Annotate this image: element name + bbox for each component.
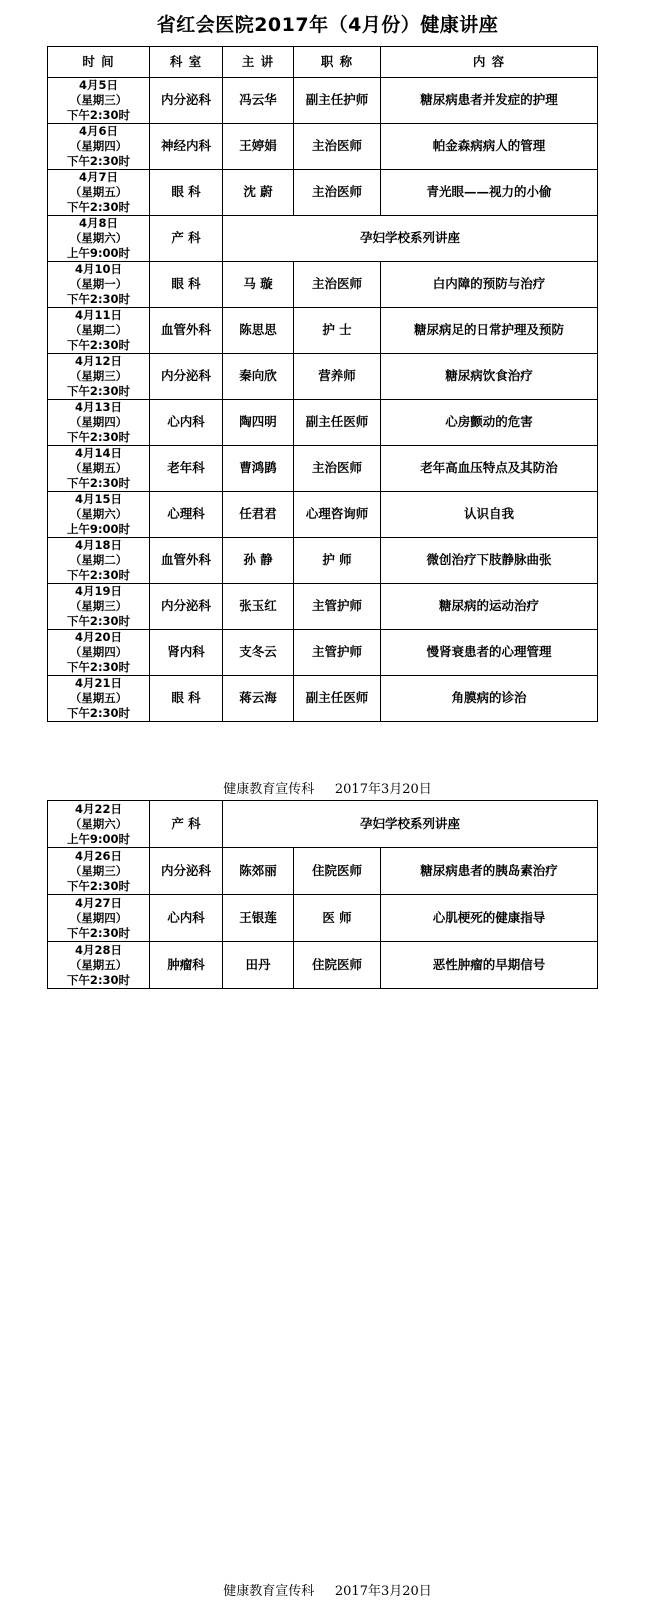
table-row: [48, 354, 598, 400]
time-time: 下午2:30时: [66, 154, 131, 168]
content-cell: 糖尿病患者并发症的护理: [381, 78, 598, 124]
lecture-schedule-table-continued: [47, 800, 598, 989]
table-row: [48, 308, 598, 354]
speaker-cell: 蒋云海: [223, 676, 294, 722]
content-cell: 糖尿病患者的胰岛素治疗: [381, 848, 598, 895]
speaker-cell: 张玉红: [223, 584, 294, 630]
dept-cell: 产 科: [150, 801, 223, 848]
issuer-footer: 健康教育宣传科 2017年3月20日: [223, 782, 432, 797]
schedule-body-continued: [48, 801, 598, 989]
speaker-cell: 王银莲: [223, 895, 294, 942]
time-time: 下午2:30时: [66, 878, 131, 893]
time-date: 4月19日: [74, 584, 122, 598]
table-row: [48, 446, 598, 492]
lecture-schedule-table: [47, 46, 598, 722]
title-cell: 住院医师: [294, 848, 381, 895]
time-cell: [48, 801, 150, 848]
table-row: [48, 538, 598, 584]
time-time: 下午2:30时: [66, 430, 131, 444]
dept-cell: 产 科: [150, 216, 223, 262]
table-row: [48, 801, 598, 848]
table-row: [48, 170, 598, 216]
time-weekday: （星期四）: [69, 415, 128, 429]
time-weekday: （星期二）: [69, 553, 128, 567]
time-cell: [48, 676, 150, 722]
time-cell: [48, 848, 150, 895]
title-cell: 营养师: [294, 354, 381, 400]
time-time: 下午2:30时: [66, 614, 131, 628]
time-date: 4月5日: [78, 78, 118, 92]
time-weekday: （星期五）: [69, 185, 128, 199]
time-weekday: （星期四）: [69, 139, 128, 153]
content-cell: 认识自我: [381, 492, 598, 538]
page-title: 省红会医院2017年（4月份）健康讲座: [156, 14, 499, 36]
time-date: 4月8日: [78, 216, 118, 230]
content-cell: 青光眼——视力的小偷: [381, 170, 598, 216]
time-date: 4月13日: [74, 400, 122, 414]
time-weekday: （星期三）: [69, 93, 128, 107]
table-row: [48, 848, 598, 895]
time-weekday: （星期四）: [69, 910, 128, 925]
time-date: 4月7日: [78, 170, 118, 184]
dept-cell: 血管外科: [150, 308, 223, 354]
dept-cell: 肾内科: [150, 630, 223, 676]
title-cell: 主治医师: [294, 170, 381, 216]
time-cell: [48, 124, 150, 170]
time-weekday: （星期六）: [69, 507, 128, 521]
speaker-cell: 秦向欣: [223, 354, 294, 400]
content-cell: 帕金森病病人的管理: [381, 124, 598, 170]
time-weekday: （星期二）: [69, 323, 128, 337]
time-cell: [48, 78, 150, 124]
dept-cell: 眼 科: [150, 262, 223, 308]
time-cell: [48, 308, 150, 354]
time-cell: [48, 492, 150, 538]
time-time: 下午2:30时: [66, 568, 131, 582]
speaker-cell: 支冬云: [223, 630, 294, 676]
time-time: 上午9:00时: [66, 831, 131, 846]
time-time: 上午9:00时: [66, 522, 131, 536]
dept-cell: 内分泌科: [150, 354, 223, 400]
speaker-cell: 冯云华: [223, 78, 294, 124]
time-time: 下午2:30时: [66, 338, 131, 352]
table-row: [48, 630, 598, 676]
time-time: 下午2:30时: [66, 925, 131, 940]
table-row: [48, 492, 598, 538]
time-time: 下午2:30时: [66, 292, 131, 306]
dept-cell: 眼 科: [150, 170, 223, 216]
content-cell: 白内障的预防与治疗: [381, 262, 598, 308]
table-row: [48, 942, 598, 989]
time-weekday: （星期三）: [69, 369, 128, 383]
title-cell: 副主任医师: [294, 400, 381, 446]
time-weekday: （星期四）: [69, 645, 128, 659]
issuer-footer-bottom: 健康教育宣传科 2017年3月20日: [223, 1584, 432, 1599]
time-weekday: （星期五）: [69, 957, 128, 972]
column-header-title: 职 称: [294, 47, 381, 78]
speaker-cell: 田丹: [223, 942, 294, 989]
dept-cell: 心内科: [150, 895, 223, 942]
time-cell: [48, 942, 150, 989]
title-cell: 主治医师: [294, 446, 381, 492]
time-weekday: （星期五）: [69, 461, 128, 475]
header-row: [48, 47, 598, 78]
time-date: 4月11日: [74, 308, 122, 322]
time-date: 4月26日: [74, 848, 122, 863]
table-row: [48, 584, 598, 630]
content-cell: 老年高血压特点及其防治: [381, 446, 598, 492]
time-time: 下午2:30时: [66, 476, 131, 490]
time-weekday: （星期六）: [69, 816, 128, 831]
content-cell: 慢肾衰患者的心理管理: [381, 630, 598, 676]
content-cell: 心肌梗死的健康指导: [381, 895, 598, 942]
dept-cell: 眼 科: [150, 676, 223, 722]
table-row: [48, 895, 598, 942]
speaker-cell: 任君君: [223, 492, 294, 538]
speaker-cell: 马 璇: [223, 262, 294, 308]
content-cell: 糖尿病的运动治疗: [381, 584, 598, 630]
column-header-time: 时 间: [48, 47, 150, 78]
content-cell: 微创治疗下肢静脉曲张: [381, 538, 598, 584]
time-cell: [48, 262, 150, 308]
dept-cell: 血管外科: [150, 538, 223, 584]
table-row: [48, 78, 598, 124]
time-cell: [48, 446, 150, 492]
dept-cell: 内分泌科: [150, 584, 223, 630]
time-date: 4月15日: [74, 492, 122, 506]
content-cell: 糖尿病饮食治疗: [381, 354, 598, 400]
time-time: 下午2:30时: [66, 660, 131, 674]
table-row: [48, 676, 598, 722]
time-time: 下午2:30时: [66, 972, 131, 987]
time-date: 4月20日: [74, 630, 122, 644]
time-date: 4月21日: [74, 676, 122, 690]
merged-content-cell: 孕妇学校系列讲座: [223, 216, 598, 262]
time-cell: [48, 354, 150, 400]
time-cell: [48, 584, 150, 630]
table-row: [48, 262, 598, 308]
time-date: 4月22日: [74, 801, 122, 816]
time-date: 4月28日: [74, 942, 122, 957]
speaker-cell: 沈 蔚: [223, 170, 294, 216]
time-time: 下午2:30时: [66, 384, 131, 398]
time-time: 上午9:00时: [66, 246, 131, 260]
time-weekday: （星期五）: [69, 691, 128, 705]
dept-cell: 内分泌科: [150, 848, 223, 895]
time-weekday: （星期三）: [69, 599, 128, 613]
merged-content-cell: 孕妇学校系列讲座: [223, 801, 598, 848]
schedule-body: [48, 78, 598, 722]
content-cell: 恶性肿瘤的早期信号: [381, 942, 598, 989]
table-row: [48, 216, 598, 262]
dept-cell: 肿瘤科: [150, 942, 223, 989]
title-cell: 护 师: [294, 538, 381, 584]
time-date: 4月18日: [74, 538, 122, 552]
column-header-dept: 科 室: [150, 47, 223, 78]
time-cell: [48, 538, 150, 584]
table-row: [48, 400, 598, 446]
speaker-cell: 陶四明: [223, 400, 294, 446]
time-time: 下午2:30时: [66, 200, 131, 214]
title-cell: 副主任医师: [294, 676, 381, 722]
title-cell: 副主任护师: [294, 78, 381, 124]
table-row: [48, 124, 598, 170]
time-date: 4月10日: [74, 262, 122, 276]
time-cell: [48, 400, 150, 446]
title-cell: 护 士: [294, 308, 381, 354]
speaker-cell: 陈郊丽: [223, 848, 294, 895]
time-weekday: （星期六）: [69, 231, 128, 245]
time-cell: [48, 170, 150, 216]
speaker-cell: 孙 静: [223, 538, 294, 584]
time-weekday: （星期三）: [69, 863, 128, 878]
speaker-cell: 陈思思: [223, 308, 294, 354]
column-header-content: 内 容: [381, 47, 598, 78]
time-date: 4月14日: [74, 446, 122, 460]
time-time: 下午2:30时: [66, 706, 131, 720]
dept-cell: 心理科: [150, 492, 223, 538]
time-cell: [48, 895, 150, 942]
speaker-cell: 曹鸿鹍: [223, 446, 294, 492]
title-cell: 住院医师: [294, 942, 381, 989]
title-cell: 主治医师: [294, 124, 381, 170]
content-cell: 角膜病的诊治: [381, 676, 598, 722]
time-cell: [48, 216, 150, 262]
time-weekday: （星期一）: [69, 277, 128, 291]
dept-cell: 神经内科: [150, 124, 223, 170]
time-date: 4月27日: [74, 895, 122, 910]
title-cell: 主治医师: [294, 262, 381, 308]
speaker-cell: 王婷娟: [223, 124, 294, 170]
content-cell: 糖尿病足的日常护理及预防: [381, 308, 598, 354]
title-cell: 心理咨询师: [294, 492, 381, 538]
content-cell: 心房颤动的危害: [381, 400, 598, 446]
dept-cell: 老年科: [150, 446, 223, 492]
column-header-speaker: 主 讲: [223, 47, 294, 78]
title-cell: 医 师: [294, 895, 381, 942]
time-cell: [48, 630, 150, 676]
title-cell: 主管护师: [294, 584, 381, 630]
time-date: 4月6日: [78, 124, 118, 138]
dept-cell: 心内科: [150, 400, 223, 446]
dept-cell: 内分泌科: [150, 78, 223, 124]
time-time: 下午2:30时: [66, 108, 131, 122]
time-date: 4月12日: [74, 354, 122, 368]
title-cell: 主管护师: [294, 630, 381, 676]
